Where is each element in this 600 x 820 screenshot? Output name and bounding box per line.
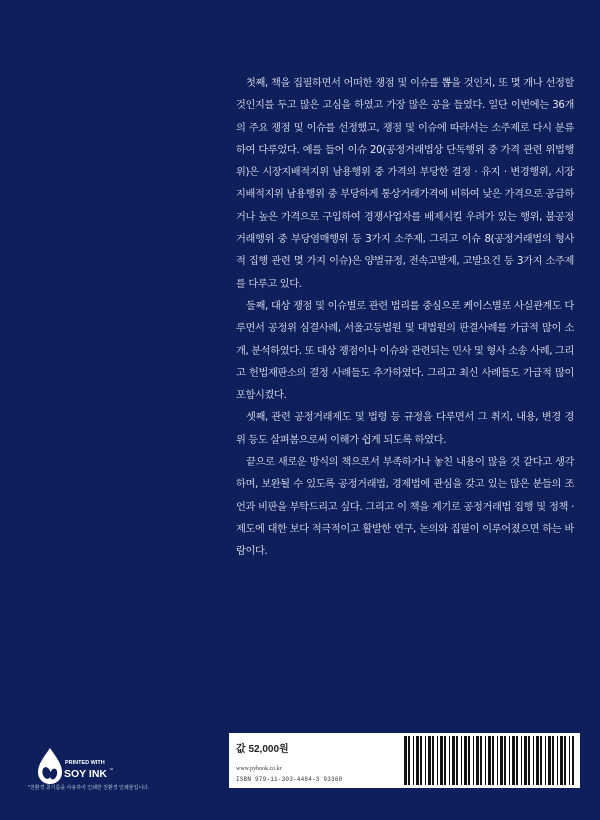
paragraph-closing: 끝으로 새로운 방식의 책으로서 부족하거나 놓친 내용이 많을 것 같다고 생각하며, 보완될 수 있도록 공정거래법, 경제법에 관심을 갖고 있는 많은 분들의 조언과 비판을 부탁드리고 싶다. 그리고 이 책을 계기로 공정거래법 집행 및 정책 · 제도에 대한 보다 적극적이고 활발한 연구, 논의와 집필이 이루어졌으면 하는 바람이다.: [236, 457, 575, 558]
soybean-drop-icon: [34, 745, 134, 787]
soy-logo-line2: SOY INK: [64, 768, 107, 780]
paragraph-second: 둘째, 대상 쟁점 및 이슈별로 관련 법리를 중심으로 케이스별로 사실관계도 다루면서 공정위 심결사례, 서울고등법원 및 대법원의 판결사례를 가급적 많이 소개, 분석하였다. 또 대상 쟁점이나 이슈와 관련되는 민사 및 형사 소송 사례, 그리고 헌법재판소의 결정 사례들도 추가하였다. 그리고 최신 사례들도 가급적 많이 포함시켰다.: [236, 300, 574, 402]
preface-text: [236, 73, 574, 564]
paragraph-first: 첫째, 책을 집필하면서 어떠한 쟁점 및 이슈를 뽑을 것인지, 또 몇 개나 선정할 것인지를 두고 많은 고심을 하였고 가장 많은 공을 들였다. 일단 이번에는 36개의 주요 쟁점 및 이슈를 선정했고, 쟁점 및 이슈에 따라서는 소주제로 다시 분류하여 다루었다. 예를 들어 이슈 20(공정거래법상 단독행위 중 가격 관련 위법행위)은 시장지배적지위 남용행위 중 가격의 부당한 결정 · 유지 · 변경행위, 시장지배적지위 남용행위 중 부당하게 통상거래가격에 비하여 낮은 가격으로 공급하거나 높은 가격으로 구입하여 경쟁사업자를 배제시킬 우려가 있는 행위, 불공정거래행위 중 부당염매행위 등 3가지 소주제, 그리고 이슈 8(공정거래법의 형사적 집행 관련 몇 가지 이슈)은 양벌규정, 전속고발제, 고발요건 등 3가지 소주제를 다루고 있다.: [236, 78, 574, 290]
soy-ink-note: *친환경 콩기름을 사용하여 인쇄한 친환경 인쇄물입니다.: [28, 785, 150, 791]
publisher-website: www.pybook.co.kr: [236, 766, 282, 772]
price: 값 52,000원: [236, 744, 289, 755]
paragraph-third: 셋째, 관련 공정거래제도 및 법령 등 규정을 다루면서 그 취지, 내용, 변경 경위 등도 살펴봄으로써 이해가 쉽게 되도록 하였다.: [236, 412, 574, 446]
soy-logo-line1: PRINTED WITH: [65, 760, 105, 766]
barcode: [402, 736, 576, 785]
isbn-number: ISBN 979-11-303-4484-3 93360: [236, 776, 343, 783]
soy-ink-logo: [34, 745, 134, 787]
soy-logo-trademark: ™: [109, 767, 113, 772]
price-barcode-label: [229, 733, 580, 788]
